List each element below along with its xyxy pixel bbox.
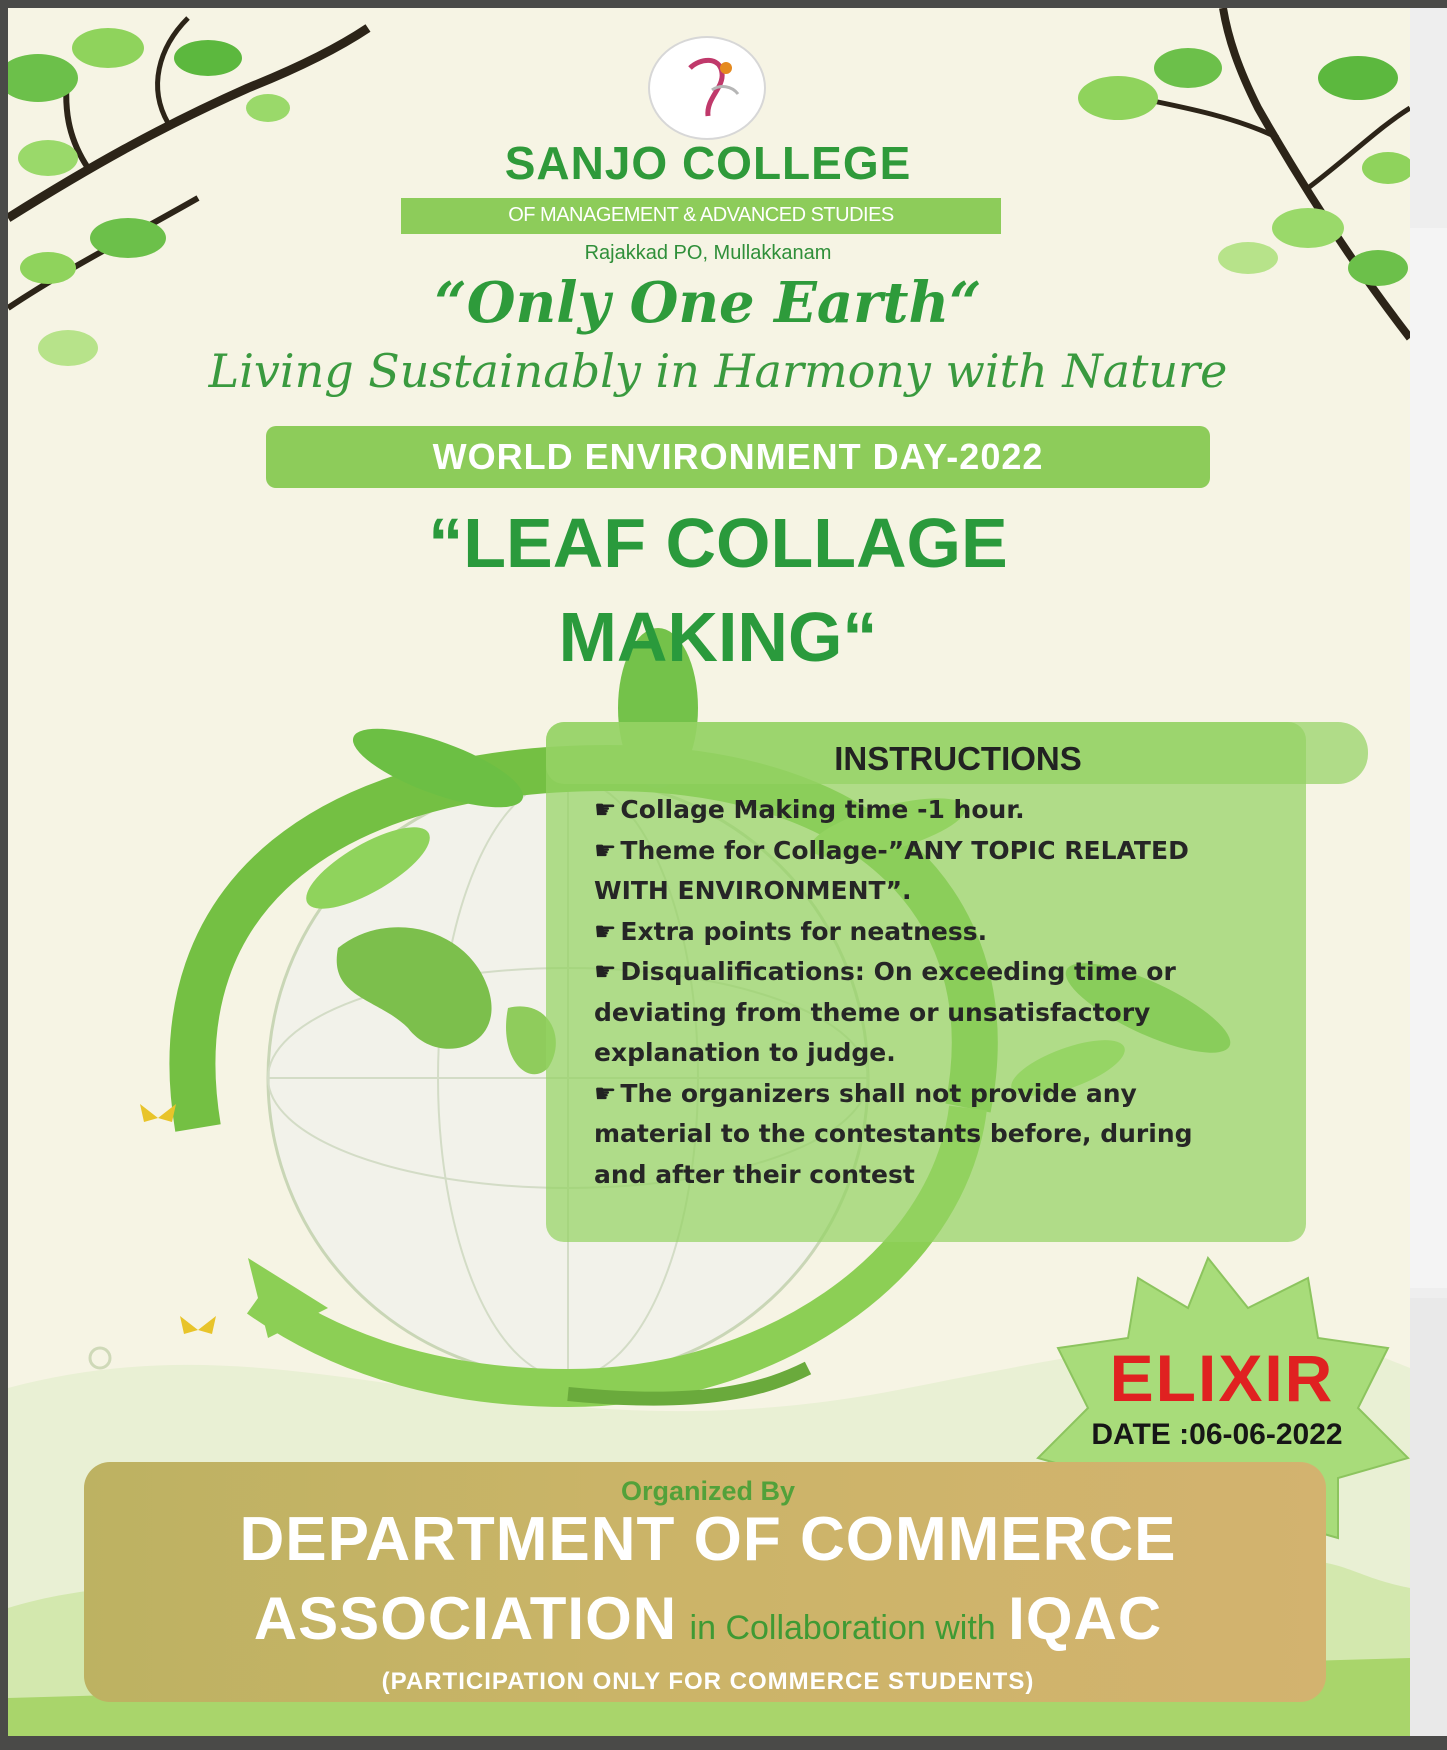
instructions-list bbox=[594, 790, 1234, 1195]
event-poster bbox=[8, 8, 1410, 1736]
event-day-text: WORLD ENVIRONMENT DAY-2022 bbox=[432, 436, 1044, 477]
screen-edge-panel bbox=[1410, 228, 1447, 1288]
instruction-item: ☛ Collage Making time -1 hour. bbox=[594, 790, 1234, 831]
college-logo-icon bbox=[648, 36, 766, 140]
organizer-iqac: IQAC bbox=[1008, 1585, 1163, 1652]
instruction-item: ☛ The organizers shall not provide any material to the contestants before, during and after their contest bbox=[594, 1074, 1234, 1196]
screen-edge-panel bbox=[1410, 1298, 1447, 1736]
event-date: DATE :06-06-2022 bbox=[1091, 1418, 1343, 1451]
organizer-department: DEPARTMENT OF COMMERCE bbox=[239, 1505, 1177, 1574]
tree-branch-icon bbox=[1078, 8, 1410, 338]
event-brand-name: ELIXIR bbox=[1109, 1341, 1335, 1415]
organizer-collaboration bbox=[158, 1584, 1258, 1653]
organizer-label: Organized By bbox=[620, 1476, 796, 1506]
college-address: Rajakkad PO, Mullakkanam bbox=[584, 242, 832, 264]
organizer-association: ASSOCIATION bbox=[253, 1585, 678, 1652]
college-subtitle: OF MANAGEMENT & ADVANCED STUDIES bbox=[508, 204, 894, 226]
collaboration-text: in Collaboration with bbox=[689, 1609, 996, 1647]
theme-quote: “Only One Earth“ bbox=[434, 270, 982, 336]
instruction-item: ☛ Theme for Collage-”ANY TOPIC RELATED WITH ENVIRONMENT”. bbox=[594, 831, 1234, 912]
college-name: SANJO COLLEGE bbox=[504, 137, 912, 189]
instructions-title: INSTRUCTIONS bbox=[834, 740, 1082, 777]
screen-edge bbox=[1410, 8, 1447, 1736]
butterfly-icon bbox=[90, 1104, 216, 1368]
instruction-item: ☛ Extra points for neatness. bbox=[594, 912, 1234, 953]
theme-tagline: Living Sustainably in Harmony with Nature bbox=[208, 344, 1228, 398]
event-title: “LEAF COLLAGE MAKING“ bbox=[428, 504, 1008, 676]
instruction-item: ☛ Disqualifications: On exceeding time or deviating from theme or unsatisfactory explanation to judge. bbox=[594, 952, 1234, 1074]
participation-note: (PARTICIPATION ONLY FOR COMMERCE STUDENTS) bbox=[381, 1668, 1035, 1695]
